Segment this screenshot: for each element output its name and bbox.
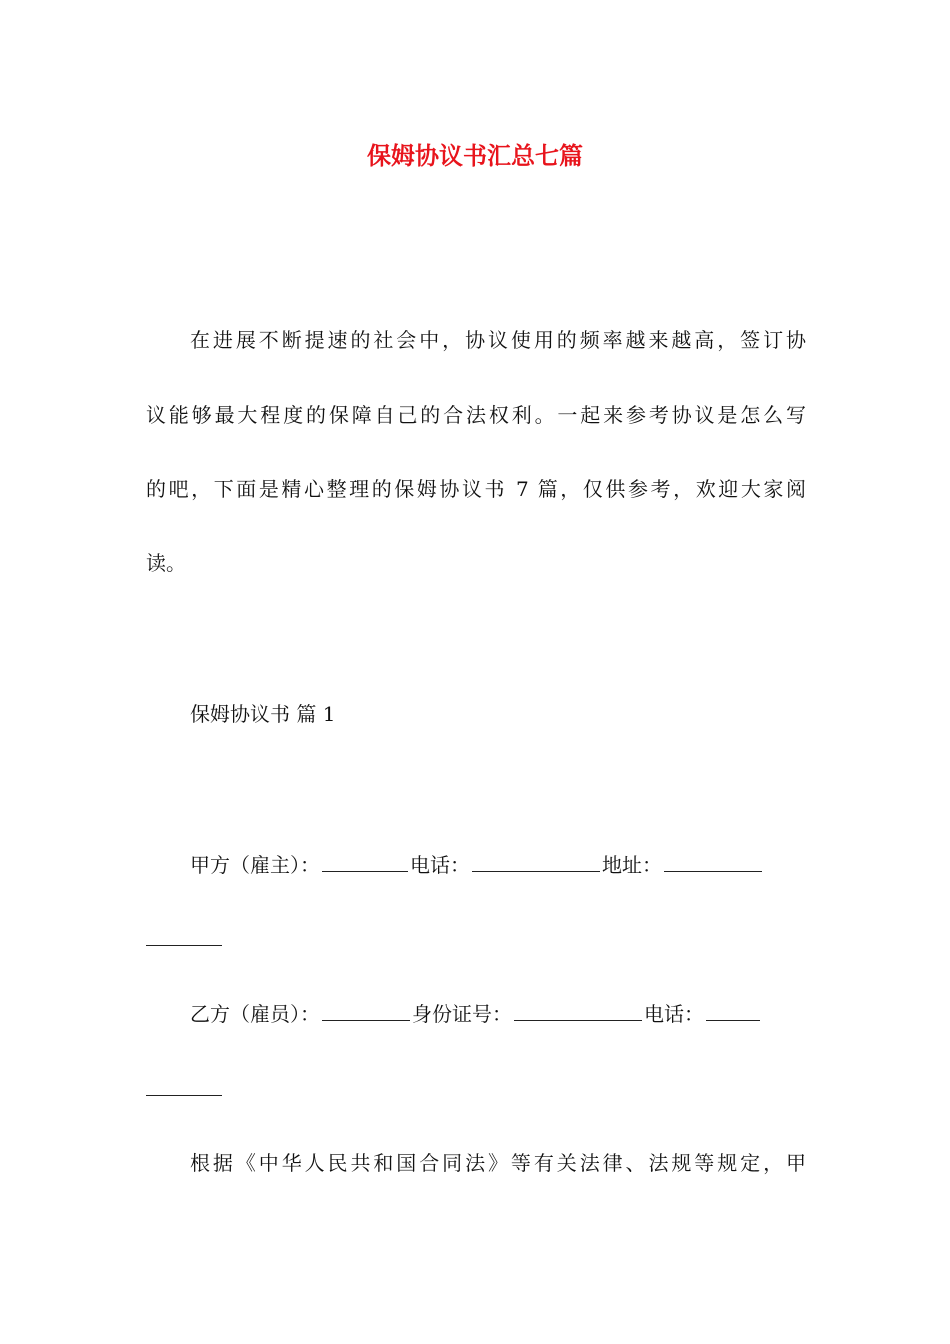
document-title: 保姆协议书汇总七篇 bbox=[367, 141, 583, 170]
party-b-phone-blank[interactable] bbox=[706, 998, 760, 1021]
party-a-address-blank[interactable] bbox=[664, 849, 762, 872]
party-b-id-label: 身份证号： bbox=[412, 1002, 512, 1026]
party-b-label: 乙方（雇员）： bbox=[190, 1002, 320, 1026]
party-a-label: 甲方（雇主）： bbox=[190, 853, 320, 877]
party-b-phone-blank-cont[interactable] bbox=[146, 1095, 222, 1096]
intro-line-4: 读。 bbox=[146, 551, 186, 575]
party-a-address-label: 地址： bbox=[602, 853, 662, 877]
party-a-address-blank-cont[interactable] bbox=[146, 945, 222, 946]
party-a-phone-blank[interactable] bbox=[472, 849, 600, 872]
intro-line-2: 议能够最大程度的保障自己的合法权利。一起来参考协议是怎么写 bbox=[146, 403, 806, 427]
intro-line-3: 的吧，下面是精心整理的保姆协议书 7 篇，仅供参考，欢迎大家阅 bbox=[146, 477, 806, 501]
section-heading: 保姆协议书 篇 1 bbox=[190, 702, 336, 726]
party-a-phone-label: 电话： bbox=[410, 853, 470, 877]
party-a-name-blank[interactable] bbox=[322, 849, 408, 872]
party-b-phone-label: 电话： bbox=[644, 1002, 704, 1026]
party-b-line bbox=[190, 998, 806, 1029]
party-b-id-blank[interactable] bbox=[514, 998, 642, 1021]
intro-line-1: 在进展不断提速的社会中，协议使用的频率越来越高，签订协 bbox=[190, 328, 806, 352]
basis-line: 根据《中华人民共和国合同法》等有关法律、法规等规定，甲 bbox=[190, 1151, 806, 1175]
party-b-name-blank[interactable] bbox=[322, 998, 410, 1021]
party-a-line bbox=[190, 849, 806, 880]
